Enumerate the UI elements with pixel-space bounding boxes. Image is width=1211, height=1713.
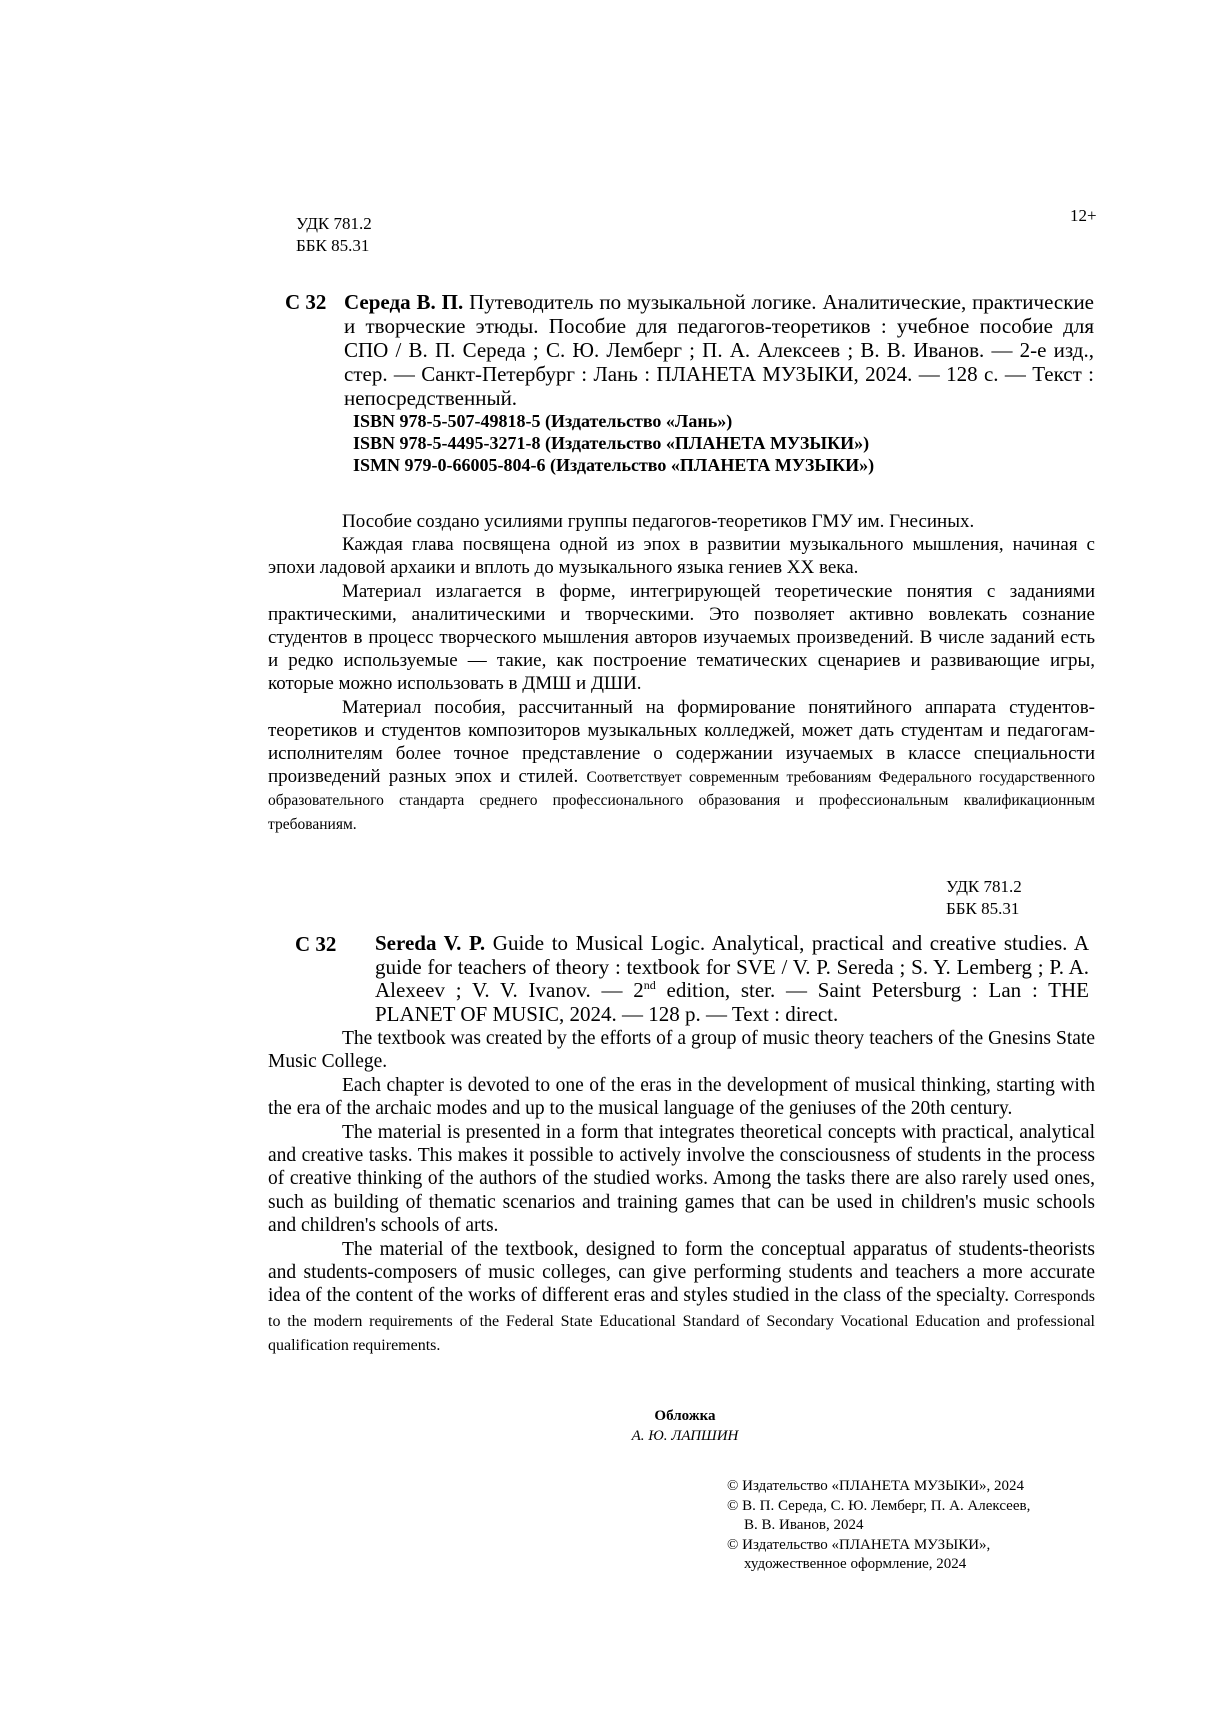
isbn-lan: ISBN 978-5-507-49818-5 (Издательство «Лань») bbox=[353, 411, 733, 431]
en-record-text-a: Guide to Musical Logic. Analytical, practical and creative studies. A guide for teachers of theory : textbook for SVE / V. P. Sereda ; S. Y. Lemberg ; P. A. Alexeev ; V. V. Ivanov. — 2 bbox=[375, 931, 1090, 1002]
copyright-authors: © В. П. Середа, С. Ю. Лемберг, П. А. Алексеев, bbox=[727, 1497, 1031, 1514]
cover-credit-title: Обложка bbox=[654, 1408, 716, 1424]
copyright-design-cont: художественное оформление, 2024 bbox=[744, 1556, 967, 1572]
en-record-author: Sereda V. P. bbox=[375, 931, 486, 955]
en-record-sup: nd bbox=[643, 978, 656, 992]
en-author-code: С 32 bbox=[295, 932, 337, 956]
en-annotation-p2: Each chapter is devoted to one of the eras in the development of musical thinking, starting with the era of the archaic modes and up to the musical language of the geniuses of the 20th century. bbox=[268, 1074, 1095, 1120]
ru-author-code: С 32 bbox=[285, 290, 327, 314]
ru-record-text: Путеводитель по музыкальной логике. Аналитические, практические и творческие этюды. Пособие для педагогов-теоретиков : учебное пособие для СПО / В. П. Середа ; С. Ю. Лемберг ; П. А. Алексеев ; В. В. Иванов. — 2-е изд., стер. — Санкт-Петербург : Лань : ПЛАНЕТА МУЗЫКИ, 2024. — 128 с. — Текст : непосредственный. bbox=[344, 290, 1095, 410]
isbn-list bbox=[353, 410, 874, 476]
ru-annotation-p1: Пособие создано усилиями группы педагогов-теоретиков ГМУ им. Гнесиных. bbox=[342, 511, 975, 532]
en-bbk-code: ББК 85.31 bbox=[946, 899, 1020, 918]
en-annotation-p4-standard: Corresponds to the modern requirements of the Federal State Educational Standard of Secondary Vocational Education and professional qualification requirements. bbox=[268, 1288, 1095, 1355]
en-annotation-p4-main: The material of the textbook, designed to form the conceptual apparatus of students-theorists and students-composers of music colleges, can give performing students and teachers a more accurate idea of the content of the works of different eras and styles studied in the class of the specialty. bbox=[268, 1238, 1095, 1307]
en-bibliographic-record bbox=[375, 932, 1089, 1026]
isbn-planet: ISBN 978-5-4495-3271-8 (Издательство «ПЛАНЕТА МУЗЫКИ») bbox=[353, 433, 870, 453]
udk-code: УДК 781.2 bbox=[296, 214, 372, 233]
ru-bibliographic-record bbox=[344, 290, 1094, 410]
copyright-block bbox=[727, 1477, 1127, 1575]
ru-annotation-p4-standard: Соответствует современным требованиям Федерального государственного образовательного стандарта среднего профессионального образования и профессиональным квалификационным требованиям. bbox=[268, 769, 1095, 833]
copyright-design: © Издательство «ПЛАНЕТА МУЗЫКИ», bbox=[727, 1536, 991, 1553]
ru-annotation-p4-main: Материал пособия, рассчитанный на формирование понятийного аппарата студентов-теоретиков и студентов композиторов музыкальных колледжей, может дать студентам и педагогам-исполнителям более точное представление о содержании изучаемых в классе специальности произведений разных эпох и стилей. bbox=[268, 696, 1095, 788]
cover-credit-name: А. Ю. ЛАПШИН bbox=[631, 1428, 739, 1444]
udk-bbk-block bbox=[296, 213, 372, 257]
ismn-planet: ISMN 979-0-66005-804-6 (Издательство «ПЛАНЕТА МУЗЫКИ») bbox=[353, 455, 875, 475]
en-udk-bbk-block bbox=[946, 876, 1022, 920]
age-rating: 12+ bbox=[1070, 206, 1097, 225]
ru-annotation-p4 bbox=[268, 696, 1095, 835]
copyright-publisher: © Издательство «ПЛАНЕТА МУЗЫКИ», 2024 bbox=[727, 1478, 1025, 1494]
bbk-code: ББК 85.31 bbox=[296, 236, 370, 255]
ru-annotation bbox=[268, 510, 1095, 835]
en-udk-code: УДК 781.2 bbox=[946, 877, 1022, 896]
en-annotation bbox=[268, 1027, 1095, 1358]
ru-annotation-p3: Материал излагается в форме, интегрирующей теоретические понятия с заданиями практическими, аналитическими и творческими. Это позволяет активно вовлекать сознание студентов в процесс творческого мышления авторов изучаемых произведений. В числе заданий есть и редко используемые — такие, как построение тематических сценариев и развивающие игры, которые можно использовать в ДМШ и ДШИ. bbox=[268, 580, 1095, 695]
en-annotation-p3: The material is presented in a form that integrates theoretical concepts with practical, analytical and creative tasks. This makes it possible to actively involve the consciousness of students in the process of creative thinking of the authors of the studied works. Among the tasks there are also rarely used ones, such as building of thematic scenarios and training games that can be used in children's music schools and children's schools of arts. bbox=[268, 1121, 1095, 1237]
en-record-text-b: edition, ster. — Saint Petersburg : Lan : THE PLANET OF MUSIC, 2024. — 128 p. — Text : direct. bbox=[375, 978, 1089, 1026]
en-annotation-p4 bbox=[268, 1238, 1095, 1358]
en-annotation-p1: The textbook was created by the efforts of a group of music theory teachers of the Gnesins State Music College. bbox=[268, 1028, 1095, 1073]
copyright-authors-cont: В. В. Иванов, 2024 bbox=[744, 1517, 864, 1533]
ru-record-author: Середа В. П. bbox=[344, 290, 464, 314]
ru-annotation-p2: Каждая глава посвящена одной из эпох в развитии музыкального мышления, начиная с эпохи ладовой архаики и вплоть до музыкального языка гениев XX века. bbox=[268, 534, 1095, 579]
